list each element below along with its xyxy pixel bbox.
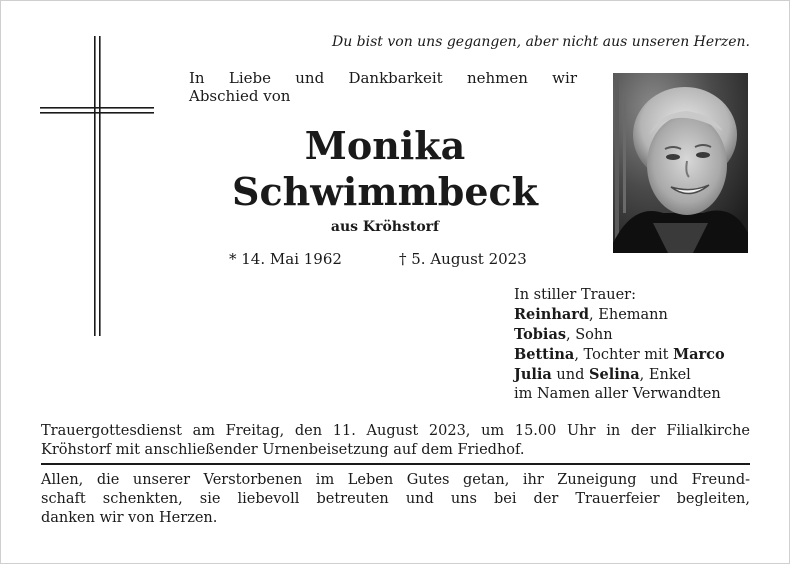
mourner-line [514,345,754,365]
mourner-name: Julia [514,366,552,383]
intro-line-2: Abschied von [189,87,291,105]
service-line-2: Kröhstorf mit anschließender Urnenbeisetzung auf dem Friedhof. [41,442,525,458]
mourner-name: Tobias [514,326,567,343]
birth-date: * 14. Mai 1962 [229,250,342,268]
intro-line-1: In Liebe und Dankbarkeit nehmen wir [189,69,577,87]
mourner-line [514,385,754,404]
mourner-list [514,305,754,404]
mourner-relation: , Tochter mit [574,347,674,363]
mourners-heading: In stiller Trauer: [514,287,636,303]
portrait-photo [613,73,748,253]
death-date: † 5. August 2023 [399,250,527,268]
thanks-line-1: Allen, die unserer Verstorbenen im Leben Gutes getan, ihr Zuneigung und Freund- [41,472,750,488]
thanks-line-3: danken wir von Herzen. [41,510,218,526]
mourner-line [514,305,754,325]
service-line-1: Trauergottesdienst am Freitag, den 11. August 2023, um 15.00 Uhr in der Filialkirche [41,423,750,439]
mourner-name: Marco [673,346,725,363]
thanks-text [41,471,750,528]
divider [41,463,750,465]
mourner-relation: im Namen aller Verwandten [514,386,721,402]
first-name: Monika [304,123,466,168]
deceased-name [170,123,600,215]
mourners-block [514,286,754,404]
mourner-name: Selina [589,366,640,383]
portrait-illustration [613,73,748,253]
mourner-name: Reinhard [514,306,590,323]
origin: aus Kröhstorf [330,219,440,235]
mourner-relation: , Sohn [566,327,613,343]
mourner-relation: , Enkel [639,367,691,383]
mourner-relation: und [551,367,590,383]
mourner-relation: , Ehemann [589,307,668,323]
cross-icon [40,36,154,336]
last-name: Schwimmbeck [232,169,538,214]
motto: Du bist von uns gegangen, aber nicht aus unseren Herzen. [331,34,750,50]
intro-text [189,69,577,105]
mourner-line [514,325,754,345]
thanks-line-2: schaft schenkten, sie liebevoll betreuten und uns bei der Trauerfeier begleiten, [41,491,750,507]
service-info [41,422,750,460]
mourner-line [514,365,754,385]
mourner-name: Bettina [514,346,575,363]
